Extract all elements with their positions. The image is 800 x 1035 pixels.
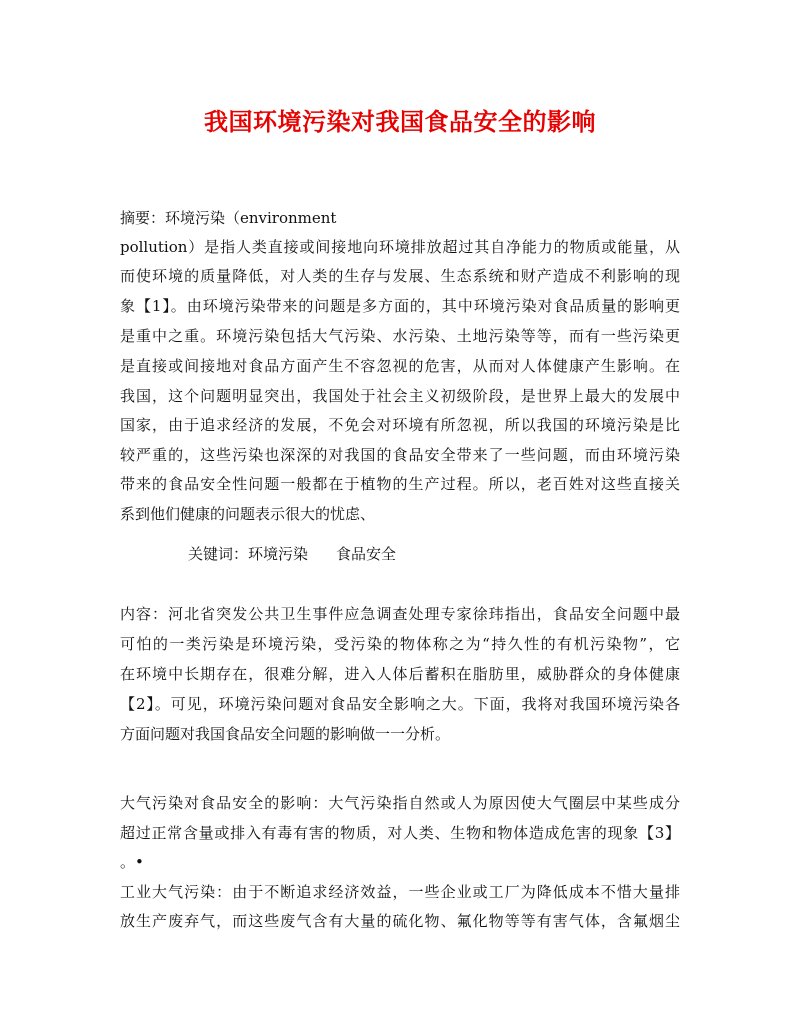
- air-pollution-line: 。•: [120, 853, 144, 871]
- content-line: 【2】。可见，环境污染问题对食品安全影响之大。下面，我将对我国环境污染各: [120, 695, 680, 713]
- abstract-line: 摘要：环境污染（environment: [120, 209, 337, 227]
- abstract-line: 是重中之重。环境污染包括大气污染、水污染、土地污染等等，而有一些污染更: [120, 327, 680, 345]
- abstract-line: 系到他们健康的问题表示很大的忧虑、: [120, 505, 376, 523]
- content-line: 方面问题对我国食品安全问题的影响做一一分析。: [120, 725, 451, 743]
- abstract-line: 国家，由于追求经济的发展，不免会对环境有所忽视，所以我国的环境污染是比: [120, 416, 680, 434]
- air-pollution-line: 大气污染对食品安全的影响：大气污染指自然或人为原因使大气圈层中某些成分: [120, 794, 680, 812]
- abstract-line: 而使环境的质量降低，对人类的生存与发展、生态系统和财产造成不利影响的现: [120, 267, 680, 285]
- industrial-pollution-line: 工业大气污染：由于不断追求经济效益，一些企业或工厂为降低成本不惜大量排: [120, 883, 680, 901]
- keywords-label: 关键词：环境污染: [188, 545, 309, 563]
- industrial-pollution-line: 放生产废弃气，而这些废气含有大量的硫化物、氟化物等等有害气体，含氟烟尘: [120, 912, 680, 930]
- abstract-line: 是直接或间接地对食品方面产生不容忽视的危害，从而对人体健康产生影响。在: [120, 357, 680, 375]
- keywords: [188, 544, 396, 564]
- content-line: 在环境中长期存在，很难分解，进入人体后蓄积在脂肪里，威胁群众的身体健康: [120, 665, 680, 683]
- abstract-line: 带来的食品安全性问题一般都在于植物的生产过程。所以，老百姓对这些直接关: [120, 475, 680, 493]
- air-pollution-line: 超过正常含量或排入有毒有害的物质，对人类、生物和物体造成危害的现象【3】: [120, 824, 680, 842]
- content-line: 可怕的一类污染是环境污染，受污染的物体称之为“持久性的有机污染物”，它: [120, 635, 680, 653]
- document-title: 我国环境污染对我国食品安全的影响: [204, 108, 596, 136]
- abstract-line: 我国，这个问题明显突出，我国处于社会主义初级阶段，是世界上最大的发展中: [120, 387, 680, 405]
- abstract-line: 较严重的，这些污染也深深的对我国的食品安全带来了一些问题，而由环境污染: [120, 446, 680, 464]
- content-line: 内容：河北省突发公共卫生事件应急调查处理专家徐玮指出，食品安全问题中最: [120, 605, 680, 623]
- abstract-line: pollution）是指人类直接或间接地向环境排放超过其自净能力的物质或能量，从: [120, 238, 680, 256]
- abstract-line: 象【1】。由环境污染带来的问题是多方面的，其中环境污染对食品质量的影响更: [120, 297, 680, 315]
- keyword-term: 食品安全: [336, 545, 397, 563]
